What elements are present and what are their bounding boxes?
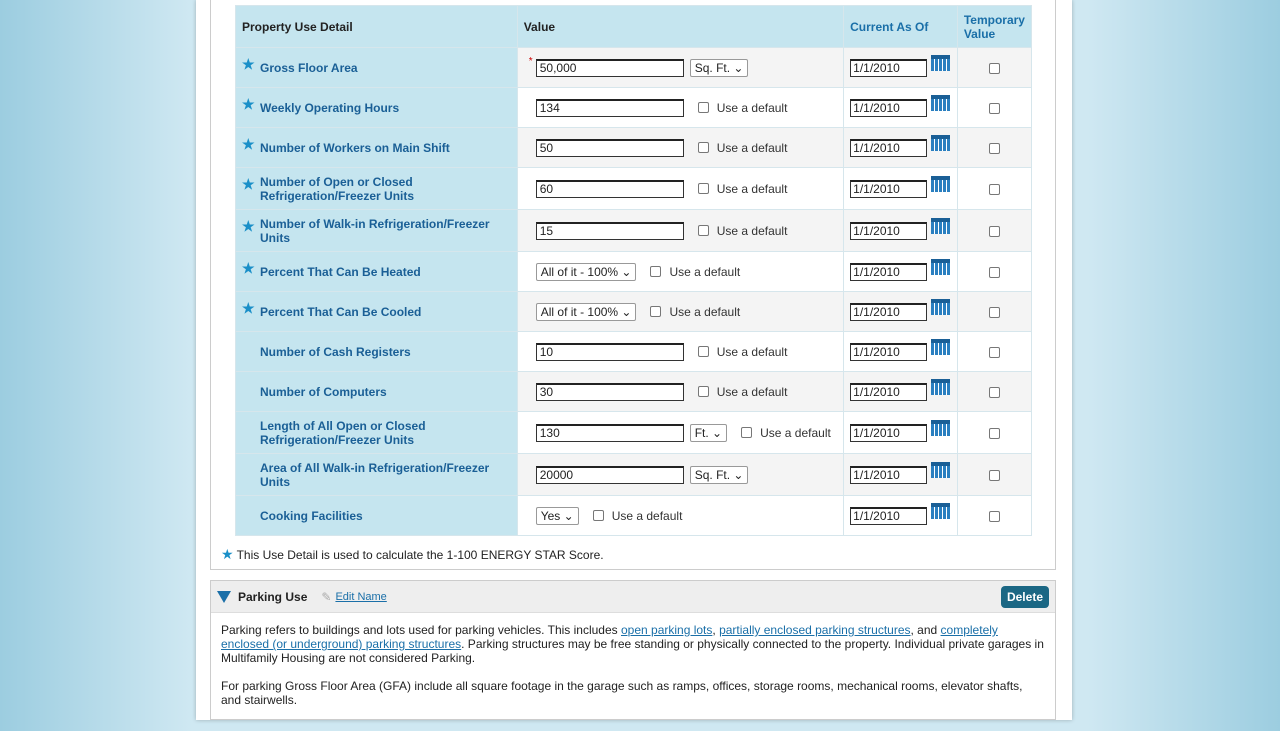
- table-row: [236, 412, 1032, 454]
- value-cell: [517, 128, 843, 168]
- use-default-checkbox[interactable]: [698, 225, 709, 236]
- section-title: Parking Use: [238, 589, 308, 604]
- detail-label: [236, 88, 518, 128]
- temp-cell: [957, 332, 1031, 372]
- label-text: Number of Computers: [260, 384, 387, 399]
- temp-cell: [957, 454, 1031, 496]
- select-value: All of it - 100%: [540, 304, 619, 319]
- gfa-note: For parking Gross Floor Area (GFA) include all square footage in the garage such as ramps, offices, storage rooms, mechanical rooms, elevator shafts, and stairwells.: [221, 679, 1023, 707]
- unit-select[interactable]: Ft. ⌄: [690, 424, 727, 442]
- calendar-icon[interactable]: [931, 95, 950, 111]
- delete-button[interactable]: Delete: [1001, 586, 1049, 608]
- temp-cell: [957, 48, 1031, 88]
- current-as-of-input[interactable]: 1/1/2010: [850, 139, 927, 157]
- temp-cell: [957, 252, 1031, 292]
- temp-cell: [957, 168, 1031, 210]
- temp-cell: [957, 210, 1031, 252]
- star-icon: ★: [242, 218, 255, 234]
- value-input[interactable]: 20000: [536, 466, 684, 484]
- value-cell: [517, 372, 843, 412]
- parking-use-header: [211, 581, 1055, 613]
- calendar-icon[interactable]: [931, 218, 950, 234]
- label-text: Length of All Open or Closed Refrigeration/Freezer Units: [260, 418, 426, 447]
- value-cell: [517, 496, 843, 536]
- temp-cell: [957, 412, 1031, 454]
- use-default-label: Use a default: [611, 508, 683, 523]
- value-input[interactable]: 10: [536, 343, 684, 361]
- value-select[interactable]: All of it - 100% ⌄: [536, 303, 637, 321]
- table-row: [236, 128, 1032, 168]
- detail-label: [236, 252, 518, 292]
- temporary-value-checkbox[interactable]: [989, 428, 1000, 439]
- date-cell: [844, 168, 958, 210]
- star-icon: ★: [242, 260, 255, 276]
- table-row: [236, 332, 1032, 372]
- calendar-icon[interactable]: [931, 420, 950, 436]
- detail-label: [236, 292, 518, 332]
- temp-cell: [957, 496, 1031, 536]
- use-default-label: Use a default: [716, 384, 788, 399]
- col-header-detail: Property Use Detail: [236, 6, 518, 48]
- use-default-checkbox[interactable]: [650, 266, 661, 277]
- text: Parking refers to buildings and lots used for parking vehicles. This includes: [221, 623, 621, 637]
- note-text: This Use Detail is used to calculate the 1-100 ENERGY STAR Score.: [236, 548, 604, 562]
- detail-label: [236, 128, 518, 168]
- table-row: [236, 496, 1032, 536]
- temporary-value-checkbox[interactable]: [989, 184, 1000, 195]
- detail-label: [236, 454, 518, 496]
- col-header-value: Value: [517, 6, 843, 48]
- table-row: [236, 292, 1032, 332]
- unit-select[interactable]: Sq. Ft. ⌄: [690, 59, 749, 77]
- parking-use-section: [210, 580, 1056, 720]
- date-cell: [844, 128, 958, 168]
- label-text: Percent That Can Be Cooled: [260, 304, 422, 319]
- label-text: Number of Walk-in Refrigeration/Freezer Units: [260, 216, 490, 245]
- star-icon: ★: [242, 136, 255, 152]
- label-text: Weekly Operating Hours: [260, 100, 400, 115]
- parking-description: [211, 613, 1055, 731]
- label-text: Number of Open or Closed Refrigeration/Freezer Units: [260, 174, 415, 203]
- value-input[interactable]: 134: [536, 99, 684, 117]
- table-row: [236, 88, 1032, 128]
- detail-label: [236, 496, 518, 536]
- use-default-label: Use a default: [716, 223, 788, 238]
- value-input[interactable]: 50,000: [536, 59, 684, 77]
- detail-label: [236, 168, 518, 210]
- use-default-checkbox[interactable]: [698, 386, 709, 397]
- value-cell: [517, 48, 843, 88]
- use-details-section: [210, 0, 1056, 570]
- temp-cell: [957, 372, 1031, 412]
- temporary-value-checkbox[interactable]: [989, 470, 1000, 481]
- calendar-icon[interactable]: [931, 299, 950, 315]
- use-default-label: Use a default: [716, 181, 788, 196]
- select-value: All of it - 100%: [540, 264, 619, 279]
- use-default-label: Use a default: [716, 344, 788, 359]
- date-cell: [844, 454, 958, 496]
- current-as-of-input[interactable]: 1/1/2010: [850, 263, 927, 281]
- use-default-checkbox[interactable]: [741, 427, 752, 438]
- temporary-value-checkbox[interactable]: [989, 387, 1000, 398]
- use-default-label: Use a default: [716, 100, 788, 115]
- value-cell: [517, 412, 843, 454]
- current-as-of-input[interactable]: 1/1/2010: [850, 466, 927, 484]
- date-cell: [844, 412, 958, 454]
- use-default-label: Use a default: [669, 264, 741, 279]
- temp-cell: [957, 88, 1031, 128]
- value-cell: [517, 88, 843, 128]
- required-marker: *: [528, 56, 533, 67]
- calendar-icon[interactable]: [931, 55, 950, 71]
- value-cell: [517, 454, 843, 496]
- temporary-value-checkbox[interactable]: [989, 143, 1000, 154]
- use-default-label: Use a default: [669, 304, 741, 319]
- value-input[interactable]: 130: [536, 424, 684, 442]
- text: , and: [910, 623, 941, 637]
- date-cell: [844, 372, 958, 412]
- star-icon: ★: [242, 176, 255, 192]
- use-default-checkbox[interactable]: [593, 510, 604, 521]
- date-cell: [844, 292, 958, 332]
- collapse-triangle-icon[interactable]: [217, 591, 231, 603]
- unit-select[interactable]: Sq. Ft. ⌄: [690, 466, 749, 484]
- temporary-value-checkbox[interactable]: [989, 103, 1000, 114]
- current-as-of-input[interactable]: 1/1/2010: [850, 303, 927, 321]
- temp-cell: [957, 292, 1031, 332]
- use-default-checkbox[interactable]: [698, 183, 709, 194]
- col-header-current-as-of: Current As Of: [844, 6, 958, 48]
- current-as-of-input[interactable]: 1/1/2010: [850, 180, 927, 198]
- calendar-icon[interactable]: [931, 339, 950, 355]
- table-row: [236, 372, 1032, 412]
- temporary-value-checkbox[interactable]: [989, 267, 1000, 278]
- temporary-value-checkbox[interactable]: [989, 63, 1000, 74]
- label-text: Gross Floor Area: [260, 60, 358, 75]
- date-cell: [844, 252, 958, 292]
- use-default-checkbox[interactable]: [698, 142, 709, 153]
- table-row: [236, 252, 1032, 292]
- table-row: [236, 454, 1032, 496]
- value-cell: [517, 168, 843, 210]
- main-panel: [196, 0, 1072, 720]
- detail-label: [236, 412, 518, 454]
- detail-label: [236, 48, 518, 88]
- unit-value: Sq. Ft.: [694, 60, 731, 75]
- text: . Parking structures may be free standing or physically connected to the property. Individual private garages in Multifamily Housing are not considered Parking.: [221, 637, 1044, 665]
- label-text: Area of All Walk-in Refrigeration/Freezer Units: [260, 460, 490, 489]
- current-as-of-input[interactable]: 1/1/2010: [850, 383, 927, 401]
- partially-enclosed-link[interactable]: partially enclosed parking structures: [719, 623, 911, 637]
- value-input[interactable]: 30: [536, 383, 684, 401]
- value-input[interactable]: 60: [536, 180, 684, 198]
- value-cell: [517, 292, 843, 332]
- label-text: Percent That Can Be Heated: [260, 264, 421, 279]
- current-as-of-input[interactable]: 1/1/2010: [850, 222, 927, 240]
- current-as-of-input[interactable]: 1/1/2010: [850, 343, 927, 361]
- date-cell: [844, 496, 958, 536]
- date-cell: [844, 88, 958, 128]
- table-row: [236, 210, 1032, 252]
- select-value: Yes: [540, 508, 561, 523]
- star-icon: ★: [242, 56, 255, 72]
- detail-label: [236, 210, 518, 252]
- text: ,: [712, 623, 720, 637]
- value-select[interactable]: All of it - 100% ⌄: [536, 263, 637, 281]
- temp-cell: [957, 128, 1031, 168]
- unit-value: Ft.: [694, 425, 709, 440]
- star-icon: ★: [242, 300, 255, 316]
- use-details-table: [235, 5, 1032, 536]
- value-cell: [517, 210, 843, 252]
- completely-enclosed-link[interactable]: completely enclosed (or underground) parking structures: [221, 623, 998, 651]
- current-as-of-input[interactable]: 1/1/2010: [850, 59, 927, 77]
- use-default-checkbox[interactable]: [650, 306, 661, 317]
- use-default-checkbox[interactable]: [698, 346, 709, 357]
- calendar-icon[interactable]: [931, 379, 950, 395]
- temporary-value-checkbox[interactable]: [989, 307, 1000, 318]
- col-header-temporary-value: Temporary Value: [957, 6, 1031, 48]
- label-text: Cooking Facilities: [260, 508, 363, 523]
- edit-name-link[interactable]: Edit Name: [335, 590, 387, 603]
- detail-label: [236, 332, 518, 372]
- calendar-icon[interactable]: [931, 462, 950, 478]
- calendar-icon[interactable]: [931, 176, 950, 192]
- pencil-icon: ✎: [321, 589, 332, 604]
- temporary-value-checkbox[interactable]: [989, 511, 1000, 522]
- use-default-label: Use a default: [716, 140, 788, 155]
- calendar-icon[interactable]: [931, 135, 950, 151]
- table-row: [236, 48, 1032, 88]
- date-cell: [844, 210, 958, 252]
- calendar-icon[interactable]: [931, 503, 950, 519]
- date-cell: [844, 332, 958, 372]
- value-cell: [517, 332, 843, 372]
- label-text: Number of Cash Registers: [260, 344, 411, 359]
- unit-value: Sq. Ft.: [694, 467, 731, 482]
- use-default-checkbox[interactable]: [698, 102, 709, 113]
- temporary-value-checkbox[interactable]: [989, 347, 1000, 358]
- value-input[interactable]: 15: [536, 222, 684, 240]
- value-select[interactable]: Yes ⌄: [536, 507, 579, 525]
- date-cell: [844, 48, 958, 88]
- value-cell: [517, 252, 843, 292]
- temporary-value-checkbox[interactable]: [989, 226, 1000, 237]
- table-row: [236, 168, 1032, 210]
- current-as-of-input[interactable]: 1/1/2010: [850, 424, 927, 442]
- detail-label: [236, 372, 518, 412]
- star-icon: ★: [221, 546, 234, 562]
- current-as-of-input[interactable]: 1/1/2010: [850, 99, 927, 117]
- open-parking-lots-link[interactable]: open parking lots: [621, 623, 713, 637]
- label-text: Number of Workers on Main Shift: [260, 140, 450, 155]
- use-default-label: Use a default: [760, 425, 831, 440]
- calendar-icon[interactable]: [931, 259, 950, 275]
- current-as-of-input[interactable]: 1/1/2010: [850, 507, 927, 525]
- star-icon: ★: [242, 96, 255, 112]
- value-input[interactable]: 50: [536, 139, 684, 157]
- energy-star-note: [221, 546, 604, 563]
